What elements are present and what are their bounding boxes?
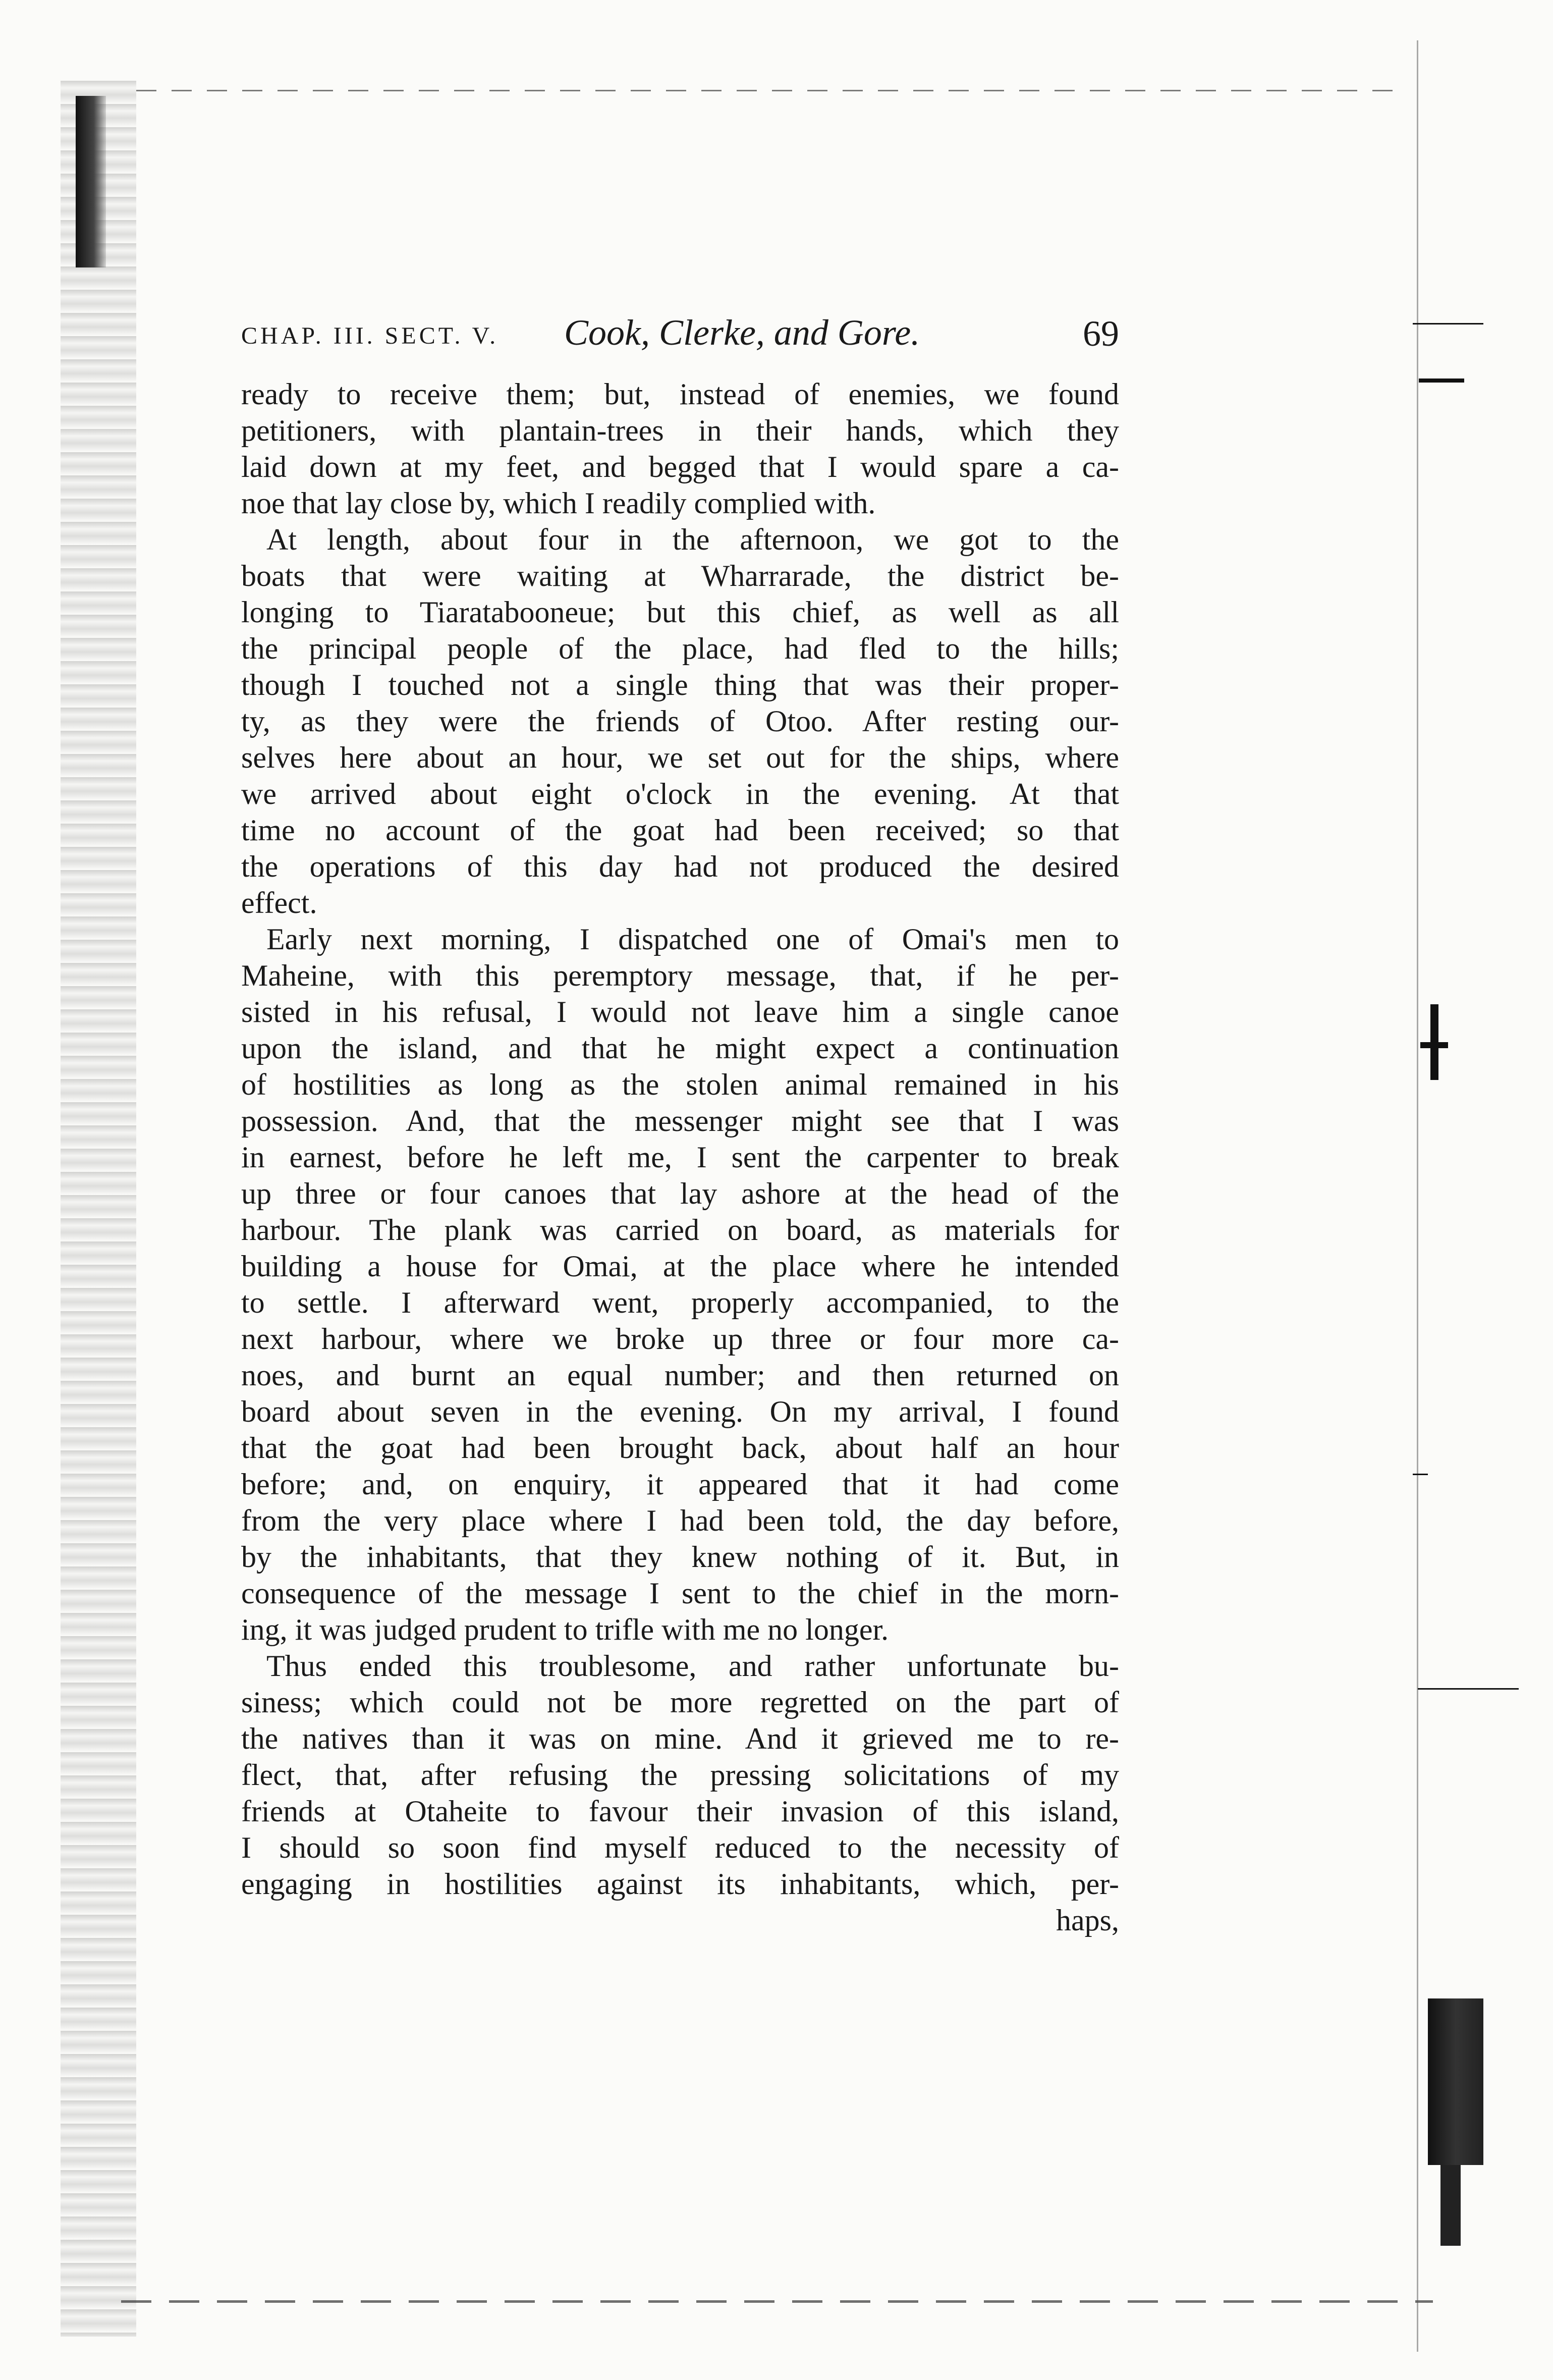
scan-top-edge (136, 90, 1408, 91)
text-line: harbour. The plank was carried on board, as materials for (241, 1213, 1119, 1247)
running-header (241, 303, 1119, 363)
scan-artifact (1419, 378, 1464, 383)
page-number: 69 (1083, 313, 1119, 354)
text-line: upon the island, and that he might expect a continuation (241, 1032, 1119, 1065)
body-text (241, 376, 1119, 1938)
scan-gutter-shadow (61, 81, 136, 2337)
scan-artifact (1428, 1998, 1483, 2165)
text-line: consequence of the message I sent to the chief in the morn- (241, 1577, 1119, 1610)
paragraph-start-line: At length, about four in the afternoon, we got to the (266, 523, 1119, 556)
text-line: though I touched not a single thing that was their proper- (241, 668, 1119, 701)
text-line: engaging in hostilities against its inhabitants, which, per- (241, 1867, 1119, 1901)
text-line: to settle. I afterward went, properly accompanied, to the (241, 1286, 1119, 1319)
text-line: ing, it was judged prudent to trifle with me no longer. (241, 1613, 889, 1646)
text-line: laid down at my feet, and begged that I would spare a ca- (241, 450, 1119, 483)
scan-gutter-mark (76, 96, 106, 267)
text-line: friends at Otaheite to favour their invasion of this island, (241, 1795, 1119, 1828)
text-line: petitioners, with plantain-trees in their hands, which they (241, 414, 1119, 447)
text-line: sisted in his refusal, I would not leave him a single canoe (241, 995, 1119, 1029)
scan-artifact (1413, 323, 1483, 324)
text-line: time no account of the goat had been received; so that (241, 814, 1119, 847)
text-line: noe that lay close by, which I readily complied with. (241, 486, 876, 520)
text-line: selves here about an hour, we set out for the ships, where (241, 741, 1119, 774)
text-line: Maheine, with this peremptory message, that, if he per- (241, 959, 1119, 992)
text-line: in earnest, before he left me, I sent the carpenter to break (241, 1141, 1119, 1174)
text-line: ty, as they were the friends of Otoo. After resting our- (241, 705, 1119, 738)
text-line: flect, that, after refusing the pressing solicitations of my (241, 1758, 1119, 1792)
text-line: boats that were waiting at Wharrarade, the district be- (241, 559, 1119, 592)
text-line: up three or four canoes that lay ashore at the head of the (241, 1177, 1119, 1210)
text-line: from the very place where I had been told, the day before, (241, 1504, 1119, 1537)
text-line: we arrived about eight o'clock in the evening. At that (241, 777, 1119, 810)
text-line: I should so soon find myself reduced to the necessity of (241, 1831, 1119, 1864)
text-line: effect. (241, 886, 317, 919)
paragraph-start-line: Early next morning, I dispatched one of Omai's men to (266, 923, 1119, 956)
scan-artifact (1418, 1688, 1519, 1690)
text-line: siness; which could not be more regretted on the part of (241, 1686, 1119, 1719)
text-line: that the goat had been brought back, about half an hour (241, 1431, 1119, 1465)
scan-artifact (1420, 1042, 1448, 1048)
scan-right-edge (1417, 40, 1418, 2352)
running-title: Cook, Clerke, and Gore. (564, 312, 920, 353)
text-line: before; and, on enquiry, it appeared that it had come (241, 1468, 1119, 1501)
text-line: the principal people of the place, had fled to the hills; (241, 632, 1119, 665)
text-line: next harbour, where we broke up three or four more ca- (241, 1322, 1119, 1356)
text-line: noes, and burnt an equal number; and then returned on (241, 1359, 1119, 1392)
text-line: of hostilities as long as the stolen animal remained in his (241, 1068, 1119, 1101)
paragraph-start-line: Thus ended this troublesome, and rather unfortunate bu- (266, 1649, 1119, 1683)
scan-bottom-edge (121, 2300, 1433, 2303)
text-line: longing to Tiaratabooneue; but this chief, as well as all (241, 596, 1119, 629)
text-line: board about seven in the evening. On my arrival, I found (241, 1395, 1119, 1428)
chapter-section-label: CHAP. III. SECT. V. (241, 322, 499, 349)
catchword: haps, (1056, 1904, 1119, 1937)
text-line: by the inhabitants, that they knew nothing of it. But, in (241, 1540, 1119, 1574)
text-line: possession. And, that the messenger might see that I was (241, 1104, 1119, 1138)
text-line: ready to receive them; but, instead of enemies, we found (241, 377, 1119, 411)
scan-artifact (1413, 1474, 1428, 1475)
text-line: the operations of this day had not produced the desired (241, 850, 1119, 883)
scan-artifact (1440, 2165, 1461, 2246)
text-line: building a house for Omai, at the place where he intended (241, 1250, 1119, 1283)
text-line: the natives than it was on mine. And it grieved me to re- (241, 1722, 1119, 1755)
